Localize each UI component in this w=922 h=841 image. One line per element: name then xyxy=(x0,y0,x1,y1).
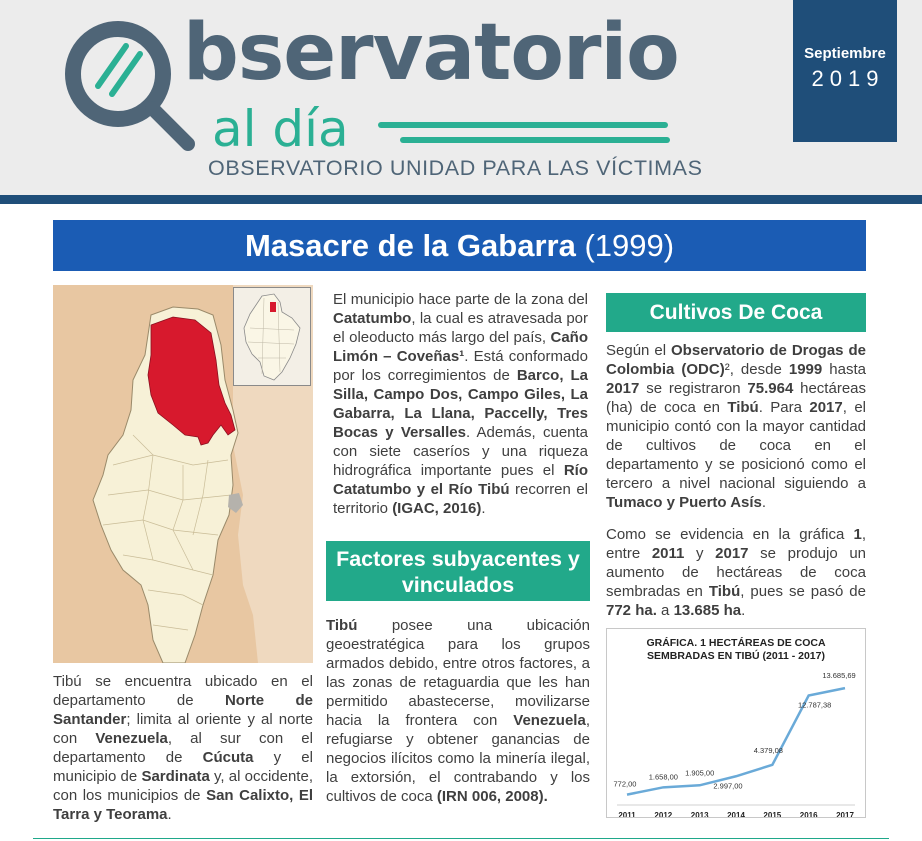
issue-month: Septiembre xyxy=(804,45,886,62)
bold-run: 772 ha. xyxy=(606,602,657,619)
page-title xyxy=(53,220,866,271)
text-run: a xyxy=(656,602,674,619)
text-run: . Está conformado por los corregimientos de xyxy=(333,348,588,384)
bold-run: Tibú xyxy=(708,583,741,600)
page-title-year: (1999) xyxy=(584,228,675,263)
bold-run: Cúcuta xyxy=(202,749,254,766)
text-run: , refugiarse y obtener ganancias de negocios ilícitos como la minería ilegal, la extorsión, el contrabando y los cultivos de coca xyxy=(326,712,590,805)
cultivos-section-heading: Cultivos De Coca xyxy=(606,293,866,332)
logo-subtitle: al día xyxy=(212,100,349,158)
chart-plot-area xyxy=(607,629,865,817)
text-run: , entre xyxy=(606,526,866,562)
text-run: recorren el territorio xyxy=(333,481,588,517)
text-run: se registraron xyxy=(639,380,748,397)
bold-run: Caño Limón – Coveñas xyxy=(333,329,588,365)
colombia-outline-image xyxy=(234,288,310,385)
data-label: 13.685,69 xyxy=(822,671,856,681)
logo-accent-line xyxy=(378,122,668,128)
text-run: . Además, cuenta con siete caseríos y una riqueza hidrográfica importante pues el xyxy=(333,424,589,479)
data-label: 772,00 xyxy=(613,779,637,789)
observatorio-logo xyxy=(60,8,703,186)
paragraph-text xyxy=(326,616,590,806)
header-band xyxy=(0,0,922,195)
bold-run: 1 xyxy=(853,526,862,543)
text-run: y, al occidente, con los municipios de xyxy=(53,768,313,804)
bold-run: Tibú xyxy=(326,617,358,634)
text-run: . xyxy=(741,602,746,619)
text-run: ², desde xyxy=(724,361,789,378)
data-label: 1.658,00 xyxy=(648,772,678,782)
bold-run: Río Catatumbo y el Río Tibú xyxy=(333,462,588,498)
issue-date-badge xyxy=(793,0,897,142)
factores-paragraph xyxy=(326,616,590,806)
text-run: El municipio hace parte de la zona del xyxy=(333,291,588,308)
bold-run: Norte de Santander xyxy=(53,692,313,728)
text-run: , pues se pasó de xyxy=(740,583,866,600)
data-label: 4.379,08 xyxy=(753,745,783,755)
factores-section-heading: Factores subyacentes y vinculados xyxy=(326,541,590,601)
text-run: . xyxy=(761,494,767,511)
colombia-inset-map xyxy=(233,287,311,386)
bold-run: Barco, La Silla, Campo Dos, Campo Giles, La Gabarra, La Llana, Paccelly, Tres Bocas y Versalles xyxy=(333,367,588,441)
text-run: ; limita al oriente y al norte con xyxy=(53,711,313,747)
text-run: y el municipio de xyxy=(53,749,313,785)
data-label: 12.787,38 xyxy=(797,700,832,710)
text-run: , la cual es atravesada por el oleoducto más largo del país, xyxy=(333,310,588,346)
x-tick-label: 2017 xyxy=(836,811,854,817)
magnifier-logo-icon xyxy=(60,16,200,156)
x-tick-label: 2013 xyxy=(690,811,709,817)
paragraph-text xyxy=(333,290,588,518)
paragraph-text xyxy=(606,341,866,512)
text-run: . xyxy=(481,500,486,517)
chart-title: GRÁFICA. 1 HECTÁREAS DE COCA SEMBRADAS EN TIBÚ (2011 - 2017) xyxy=(646,637,826,662)
coca-hectares-chart xyxy=(606,628,866,818)
catatumbo-paragraph xyxy=(333,290,588,518)
grafica-paragraph xyxy=(606,525,866,620)
text-run: posee una ubicación geoestratégica para los grupos armados debido, entre otros factores, a las zonas de retaguardia que les han permitido abastecerse, movilizarse hacia la frontera con xyxy=(326,617,590,729)
bold-run: 13.685 ha xyxy=(673,602,742,619)
text-run: se produjo un aumento de hectáreas de coca sembradas en xyxy=(606,545,866,600)
text-run: Según el xyxy=(606,342,672,359)
bold-run: Tumaco y Puerto Asís xyxy=(606,494,762,511)
location-paragraph xyxy=(53,672,313,824)
bold-run: (IGAC, 2016) xyxy=(392,500,482,517)
bold-run: San Calixto, El Tarra y Teorama xyxy=(53,787,313,823)
bold-run: 2017 xyxy=(606,380,640,397)
header-divider xyxy=(0,195,922,204)
logo-accent-line xyxy=(400,137,670,143)
x-tick-label: 2015 xyxy=(763,811,782,817)
x-tick-label: 2016 xyxy=(799,811,818,817)
text-run: Como se evidencia en la gráfica xyxy=(606,526,854,543)
text-run: , el municipio contó con la mayor cantidad de cultivos de coca en el departamento y se posicionó como el tercero a nivel nacional siguiendo a xyxy=(606,399,866,492)
bold-run: Venezuela xyxy=(513,712,586,729)
bold-run: 2011 xyxy=(651,545,685,562)
text-run: . xyxy=(167,806,172,823)
page-title-main: Masacre de la Gabarra xyxy=(244,228,576,263)
text-run: y xyxy=(684,545,716,562)
bold-run: Tibú xyxy=(727,399,759,416)
text-run: hectáreas (ha) de coca en xyxy=(606,380,866,416)
odc-paragraph xyxy=(606,341,866,512)
x-tick-label: 2014 xyxy=(727,811,745,817)
bold-run: (IRN 006, 2008). xyxy=(436,788,548,805)
bold-run: Catatumbo xyxy=(333,310,412,327)
text-run: . Para xyxy=(758,399,810,416)
bold-run: Sardinata xyxy=(141,768,210,785)
text-run: , al sur con el departamento de xyxy=(53,730,313,766)
footer-divider xyxy=(33,838,889,839)
bold-run: Observatorio de Drogas de Colombia (ODC) xyxy=(606,342,866,378)
issue-year: 2019 xyxy=(811,66,885,91)
bold-run: 1999 xyxy=(788,361,823,378)
data-label: 1.905,00 xyxy=(685,768,715,778)
text-run: Tibú se encuentra ubicado en el departamento de xyxy=(53,673,313,709)
x-tick-label: 2012 xyxy=(654,811,673,817)
bold-run: Venezuela xyxy=(95,730,168,747)
logo-wordmark: bservatorio xyxy=(183,8,679,98)
text-run: hasta xyxy=(822,361,866,378)
paragraph-text xyxy=(606,525,866,620)
bold-run: 75.964 xyxy=(747,380,794,397)
bold-run: 2017 xyxy=(809,399,843,416)
x-tick-label: 2011 xyxy=(618,811,636,817)
bold-run: 2017 xyxy=(715,545,749,562)
logo-tagline: OBSERVATORIO UNIDAD PARA LAS VÍCTIMAS xyxy=(208,156,703,180)
paragraph-text xyxy=(53,672,313,824)
bold-run: ¹ xyxy=(459,348,465,365)
data-label: 2.997,00 xyxy=(713,781,743,791)
